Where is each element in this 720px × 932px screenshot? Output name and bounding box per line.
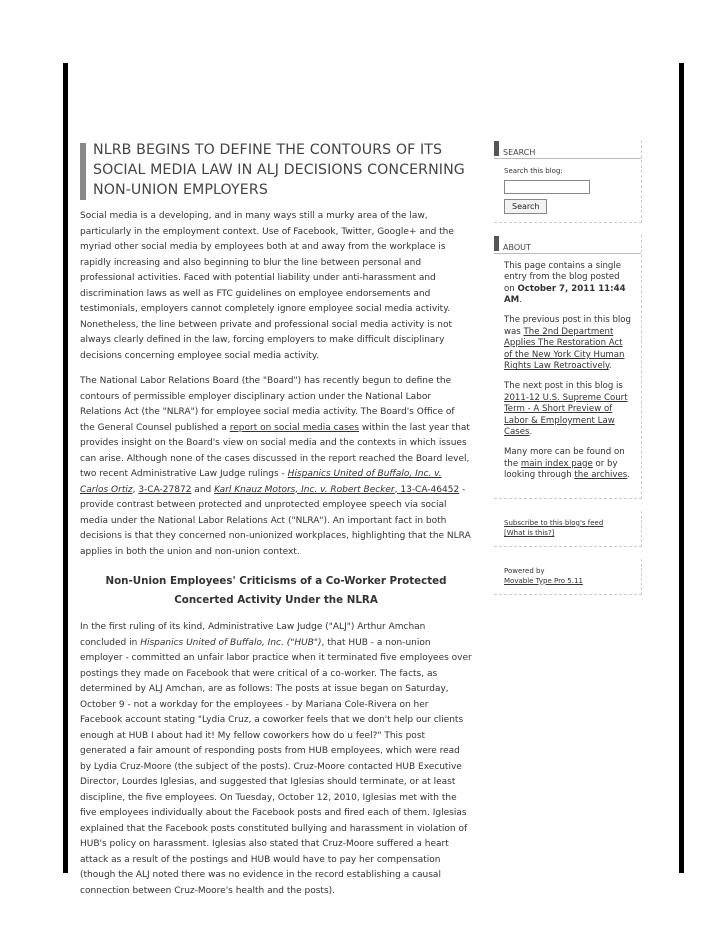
sidebar (494, 140, 642, 607)
about-entry-info: This page contains a single entry from the blog posted on October 7, 2011 11:44 AM. (504, 260, 626, 306)
search-widget (494, 140, 642, 223)
subscribe-feed-link[interactable]: Subscribe to this blog's feed (504, 518, 604, 527)
search-input[interactable] (504, 180, 590, 194)
about-widget (494, 235, 642, 499)
hub-case-number-link[interactable]: 3-CA-27872 (138, 484, 192, 495)
search-label: Search this blog: (504, 167, 563, 175)
about-more: Many more can be found on the main index page or by looking through the archives. (504, 446, 630, 481)
about-next-post: The next post in this blog is 2011-12 U.S. Supreme Court Term - A Short Preview of Labor & Employment Law Cases. (504, 380, 628, 438)
search-button[interactable]: Search (504, 199, 547, 214)
main-content (80, 140, 472, 909)
about-widget-heading: ABOUT (503, 242, 531, 252)
left-page-border (63, 63, 68, 873)
powered-by-widget (494, 559, 642, 595)
title-accent-bar (80, 143, 86, 200)
paragraph-nlrb: The National Labor Relations Board (the "Board") has recently begun to define the contours of permissible employer disciplinary action under the National Labor Relations Act (the "NLRA") for employee social media activity. The Board's Office of the General Counsel published a report on social media cases within the last year that provides insight on the Board's view on social media and the contexts in which issues can arise. Although none of the cases discussed in the report reached the Board level, two recent Administrative Law Judge rulings - Hispanics United of Buffalo, Inc. v. Carlos Ortiz, 3-CA-27872 and Karl Knauz Motors, Inc. v. Robert Becker, 13-CA-46452 - provide contrast between protected and unprotected employee speech via social media under the National Labor Relations Act ("NLRA"). An important fact in both decisions is that they concerned non-unionized workplaces, highlighting that the NLRA applies in both the union and non-union context. (80, 376, 471, 557)
search-widget-header (494, 140, 641, 159)
about-previous-post: The previous post in this blog was The 2nd Department Applies The Restoration Act of the New York City Human Rights Law Retroactively. (504, 314, 632, 372)
what-is-this-link[interactable]: [What is this?] (504, 528, 555, 537)
archives-link[interactable]: the archives (574, 470, 628, 481)
hub-case-link[interactable]: Hispanics United of Buffalo, Inc. v. Carlos Ortiz (80, 469, 442, 495)
paragraph-hub-ruling: In the first ruling of its kind, Administrative Law Judge ("ALJ") Arthur Amchan concluded in Hispanics United of Buffalo, Inc. ("HUB"), that HUB - a non-union employer - committed an unfair labor practice when it terminated five employees over postings they made on Facebook that were critical of a co-worker. The facts, as determined by ALJ Amchan, are as follows: The posts at issue began on Saturday, October 9 - not a workday for the employees - by Mariana Cole-Rivera on her Facebook account stating "Lydia Cruz, a coworker feels that we don't help our clients enough at HUB I about had it! My fellow coworkers how do u feel?" This post generated a fair amount of responding posts from HUB employees, which were read by Lydia Cruz-Moore (the subject of the posts). Cruz-Moore contacted HUB Executive Director, Lourdes Iglesias, and suggested that Iglesias should terminate, or at least discipline, the five employees. On Tuesday, October 12, 2010, Iglesias met with the five employees individually about the Facebook posts and fired each of them. Iglesias explained that the Facebook posts constituted bullying and harassment in violation of HUB's policy on harassment. Iglesias also stated that Cruz-Moore suffered a heart attack as a result of the postings and HUB would have to pay her compensation (though the ALJ noted there was no evidence in the record establishing a causal connection between Cruz-Moore's health and the posts). (80, 622, 472, 896)
report-link[interactable]: report on social media cases (229, 422, 359, 433)
search-widget-heading: SEARCH (503, 148, 536, 157)
right-page-border (679, 63, 684, 873)
post-date: October 7, 2011 11:44 AM (504, 283, 626, 306)
section-subheading: Non-Union Employees' Criticisms of a Co-Worker Protected Concerted Activity Under the NLRA (105, 575, 447, 606)
next-post-link[interactable]: 2011-12 U.S. Supreme Court Term - A Short Preview of Labor & Employment Law Cases (504, 392, 628, 438)
paragraph-intro: Social media is a developing, and in many ways still a murky area of the law, particularly in the employment context. Use of Facebook, Twitter, Google+ and the myriad other social media by employees both at and away from the workplace is rapidly increasing and also beginning to blur the line between personal and professional activities. Faced with potential liability under anti-harassment and discrimination laws as well as FTC guidelines on employee endorsements and testimonials, employers cannot completely ignore employee social media activity. Nonetheless, the line between private and professional social media activity is not always clearly defined in the law, forcing employers to make difficult disciplinary decisions concerning employee social media activity. (80, 211, 454, 361)
knauz-case-link[interactable]: Karl Knauz Motors, Inc. v. Robert Becker, 13-CA-46452 (214, 484, 460, 495)
movable-type-link[interactable]: Movable Type Pro 5.11 (504, 576, 583, 585)
post-title-block (80, 140, 472, 200)
post-body (80, 209, 472, 899)
post-title: NLRB BEGINS TO DEFINE THE CONTOURS OF ITS SOCIAL MEDIA LAW IN ALJ DECISIONS CONCERNING NON-UNION EMPLOYERS (93, 142, 465, 198)
about-widget-header (494, 235, 641, 254)
powered-by-label: Powered by (504, 566, 545, 575)
previous-post-link[interactable]: The 2nd Department Applies The Restoration Act of the New York City Human Rights Law Retroactively (504, 326, 625, 372)
feed-widget (494, 511, 642, 547)
main-index-link[interactable]: main index page (520, 458, 593, 469)
